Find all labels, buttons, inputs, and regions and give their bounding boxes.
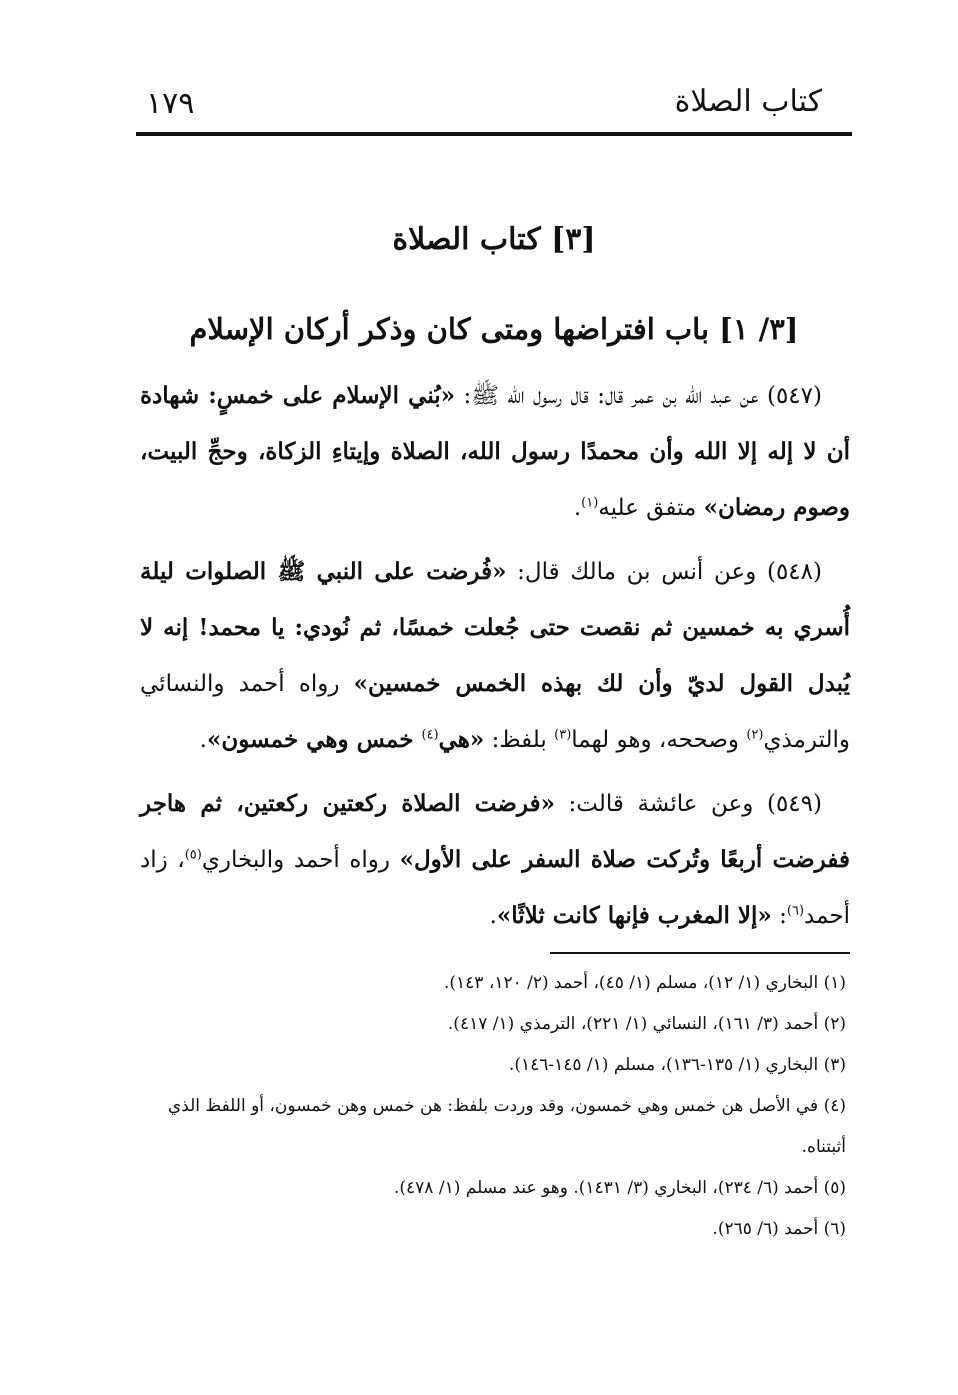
hadith-quote: «فرضت الصلاة ركعتين ركعتين، ثم هاجر ففرضت أربعًا وتُركت صلاة السفر على الأول» [140,790,850,873]
hadith-547 [140,368,850,536]
footnote-ref: (٦) [786,903,805,919]
hadith-intro: وعن أنس بن مالك قال: [506,559,767,585]
hadith-number: (٥٤٨) [766,559,822,585]
hadith-number: (٥٤٧) [766,383,822,409]
hadith-end: . [199,727,207,753]
main-text [140,368,850,952]
hadith-middle: : [771,903,787,929]
footnote-ref: (٢) [746,727,764,743]
hadith-middle: وصححه، وهو لهما [571,727,747,753]
hadith-source: رواه أحمد والبخاري [201,847,400,873]
hadith-middle: بلفظ: [484,727,555,753]
hadith-quote: «بُني الإسلام على خمسٍ: شهادة أن لا إله إلا الله وأن محمدًا رسول الله، الصلاة وإيتاءِ الزكاة، وحجِّ البيت، وصوم رمضان» [140,382,850,521]
footnote-rule [550,952,850,954]
footnote-4: (٤) في الأصل هن خمس وهي خمسون، وقد وردت بلفظ: هن خمس وهن خمسون، أو اللفظ الذي أثبتناه. [167,1096,846,1157]
hadith-intro: عن عبد الله بن عمر قال: قال رسول الله ﷺ: [455,383,767,409]
footnote-ref: (٣) [554,727,572,743]
hadith-intro: وعن عائشة قالت: [554,791,767,817]
hadith-quote: «فُرضت على النبي ﷺ الصلوات ليلة أُسري به خمسين ثم نقصت حتى جُعلت خمسًا، ثم نُودي: يا محمد! إنه لا يُبدل القول لديّ وأن لك بهذه الخمس خمسين» [140,558,850,697]
page-number: ١٧٩ [146,86,195,121]
hadith-548 [140,544,850,768]
footnote-1: (١) البخاري (١/ ١٢)، مسلم (١/ ٤٥)، أحمد (٢/ ١٢٠، ١٤٣). [443,973,846,993]
hadith-quote: «هي [438,726,485,753]
hadith-end: . [573,495,582,521]
hadith-source: رواه أحمد والنسائي والترمذي [140,671,850,753]
page-header [138,80,850,130]
hadith-quote: خمس وهي خمسون» [206,726,422,753]
footnote-3: (٣) البخاري (١/ ١٣٥-١٣٦)، مسلم (١/ ١٤٥-١٤٦). [508,1055,846,1075]
hadith-549 [140,776,850,944]
book-heading: [٣] كتاب الصلاة [392,222,596,257]
footnote-2: (٢) أحمد (٣/ ١٦١)، النسائي (١/ ٢٢١)، الترمذي (١/ ٤١٧). [447,1014,846,1034]
footnotes [140,963,850,1250]
hadith-quote: «إلا المغرب فإنها كانت ثلاثًا» [496,902,772,929]
footnote-6: (٦) أحمد (٦/ ٢٦٥). [712,1219,846,1239]
hadith-source: متفق عليه [598,495,704,521]
footnote-5: (٥) أحمد (٦/ ٢٣٤)، البخاري (٣/ ١٤٣١). وهو عند مسلم (١/ ٤٧٨). [394,1178,846,1198]
footnote-ref: (١) [581,495,599,511]
header-rule [136,132,852,136]
hadith-end: . [489,903,497,929]
footnote-ref: (٤) [421,727,439,743]
hadith-number: (٥٤٩) [766,791,822,817]
chapter-heading: [٣/ ١] باب افتراضها ومتى كان وذكر أركان الإسلام [189,312,799,346]
hadith-middle: ، زاد أحمد [140,847,850,929]
footnote-ref: (٥) [184,847,202,863]
running-title: كتاب الصلاة [674,84,822,119]
